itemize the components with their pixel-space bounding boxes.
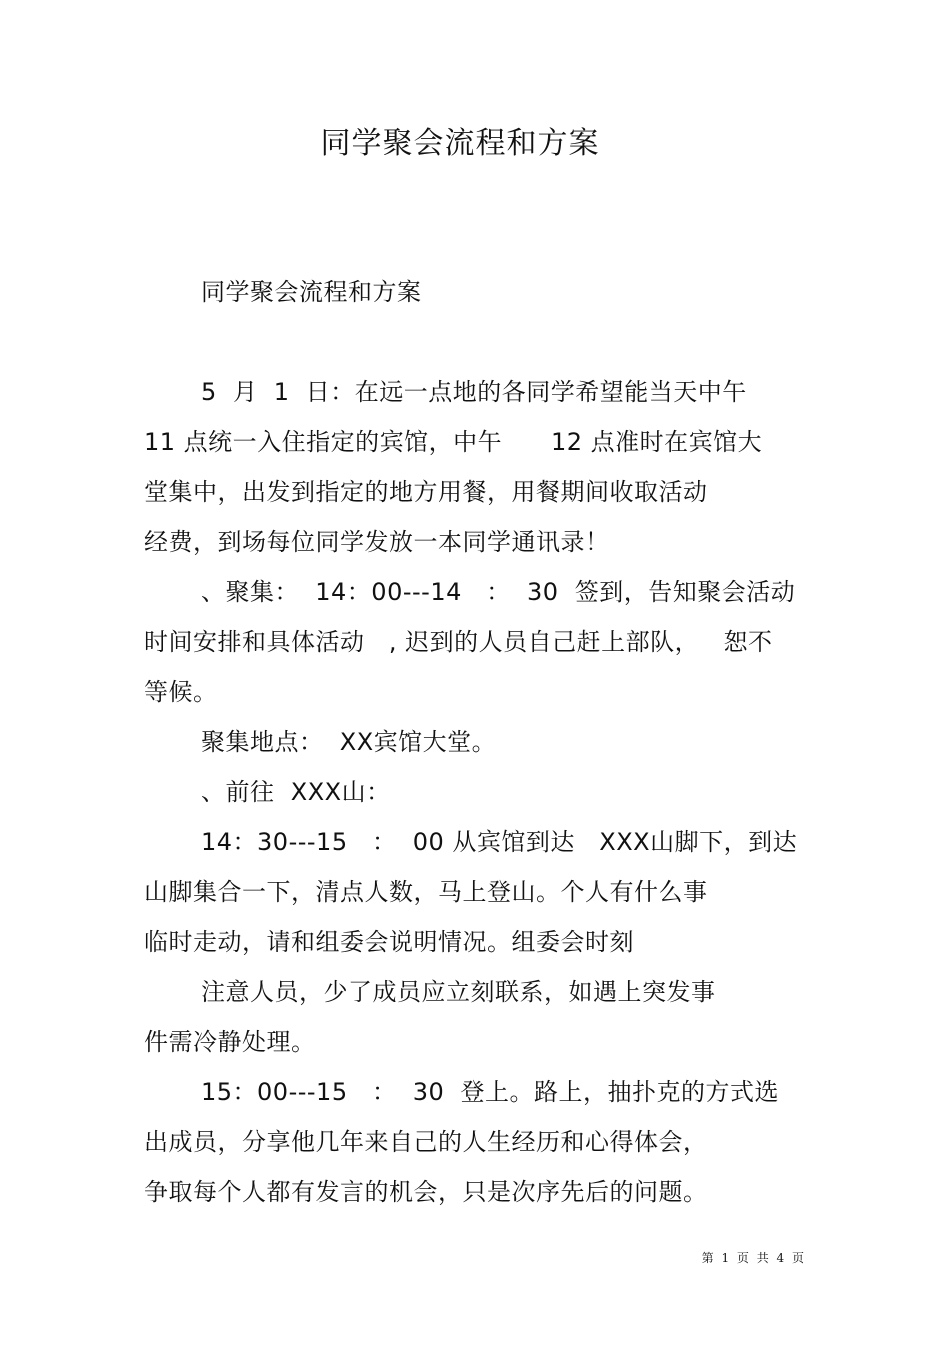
paragraph-line: 、前往 XXX山： [201,778,391,806]
paragraph-line: 11 点统一入住指定的宾馆，中午 12 点准时在宾馆大 [144,428,763,456]
paragraph-line: 时间安排和具体活动 , 迟到的人员自己赶上部队， 恕不 [144,628,773,656]
paragraph-line: 聚集地点： XX宾馆大堂。 [201,728,497,756]
paragraph-line: 出成员，分享他几年来自己的人生经历和心得体会， [144,1128,708,1156]
paragraph-line: 堂集中，出发到指定的地方用餐，用餐期间收取活动 [144,478,708,506]
paragraph-line: 5 月 1 日：在远一点地的各同学希望能当天中午 [201,378,747,406]
paragraph-line: 经费，到场每位同学发放一本同学通讯录！ [144,528,610,556]
paragraph-line: 等候。 [144,678,218,706]
page-number-footer: 第 1 页 共 4 页 [701,1251,806,1265]
page-title: 同学聚会流程和方案 [320,126,600,161]
paragraph-line: 临时走动，请和组委会说明情况。组委会时刻 [144,928,634,956]
paragraph-line: 、聚集： 14：00---14 ： 30 签到，告知聚会活动 [201,578,796,606]
paragraph-line: 争取每个人都有发言的机会，只是次序先后的问题。 [144,1178,708,1206]
document-subtitle: 同学聚会流程和方案 [201,278,422,306]
paragraph-line: 件需冷静处理。 [144,1028,316,1056]
paragraph-line: 15：00---15 ： 30 登上。路上，抽扑克的方式选 [201,1078,780,1106]
paragraph-line: 注意人员，少了成员应立刻联系，如遇上突发事 [201,978,716,1006]
paragraph-line: 山脚集合一下，清点人数，马上登山。个人有什么事 [144,878,708,906]
paragraph-line: 14：30---15 ： 00 从宾馆到达 XXX山脚下，到达 [201,828,798,856]
